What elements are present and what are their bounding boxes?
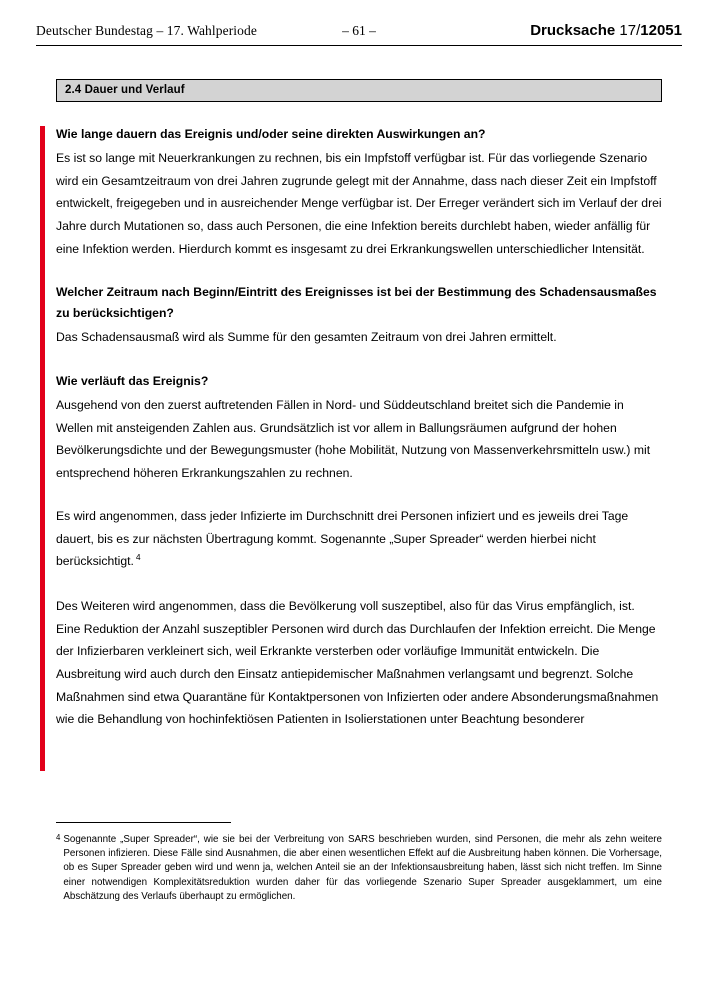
footnote-4 — [56, 833, 662, 904]
qa-block-course — [56, 371, 662, 485]
footnote-area — [56, 822, 662, 904]
answer-duration: Es ist so lange mit Neuerkrankungen zu rechnen, bis ein Impfstoff verfügbar ist. Für das vorliegende Szenario wird ein Gesamtzeitraum von drei Jahren zugrunde gelegt mit der Annahme, dass nach dieser Zeit ein Impfstoff entwickelt, freigegeben und in ausreichender Menge verfügbar ist. Der Erreger verändert sich im Verlauf der drei Jahre durch Mutationen so, dass auch Personen, die eine Infektion bereits durchlebt haben, wieder anfällig für eine Infektion werden. Hierdurch kommt es insgesamt zu drei Erkrankungswellen unterschiedlicher Intensität. — [56, 150, 662, 256]
qa-block-duration — [56, 124, 662, 260]
paragraph-transmission-text: Es wird angenommen, dass jeder Infizierte im Durchschnitt drei Personen infiziert und es jeweils drei Tage dauert, bis es zur nächsten Übertragung kommt. Sogenannte „Super Spreader“ werden hierbei nicht berücksichtigt. — [56, 508, 629, 569]
content-body — [56, 124, 662, 731]
section-title-bar — [56, 79, 662, 102]
drucksache-number: 12051 — [640, 22, 682, 39]
answer-timeframe: Das Schadensausmaß wird als Summe für den gesamten Zeitraum von drei Jahren ermittelt. — [56, 330, 557, 345]
footnote-marker: 4 — [56, 833, 61, 842]
page-header — [36, 22, 682, 46]
footnote-separator — [56, 822, 231, 823]
drucksache-label: Drucksache — [530, 22, 616, 39]
footnote-reference-4: 4 — [135, 552, 141, 563]
page-number: – 61 – — [342, 23, 376, 38]
paragraph-susceptibility — [56, 595, 662, 731]
red-change-bar — [40, 126, 45, 771]
qa-block-timeframe — [56, 282, 662, 349]
paragraph-transmission — [56, 505, 662, 573]
drucksache-number-prefix: 17/ — [619, 22, 641, 39]
answer-course: Ausgehend von den zuerst auftretenden Fällen in Nord- und Süddeutschland breitet sich die Pandemie in Wellen mit ansteigenden Zahlen aus. Grundsätzlich ist vor allem in Ballungsräumen aufgrund der hohen Bevölkerungsdichte und der Bewegungsmuster (hohe Mobilität, Nutzung von Massenverkehrsmitteln usw.) mit entsprechend höheren Erkrankungszahlen zu rechnen. — [56, 398, 651, 481]
question-timeframe: Welcher Zeitraum nach Beginn/Eintritt des Ereignisses ist bei der Bestimmung des Schadensausmaßes zu berücksichtigen? — [56, 285, 657, 321]
drucksache-reference — [530, 22, 682, 39]
footnote-text: Sogenannte „Super Spreader“, wie sie bei der Verbreitung von SARS beschrieben wurden, sind Personen, die mehr als zehn weitere Personen infizieren. Diese Fälle sind Ausnahmen, die aber einen wesentlichen Effekt auf die Ausbreitung haben können. Die Vorhersage, ob es Super Spreader geben wird und wenn ja, welchen Anteil sie an der Infektionsausbreitung haben, lässt sich nicht treffen. Im Sinne einer notwendigen Komplexitätsreduktion wurden daher für das vorliegende Szenario Super Spreader ausgeklammert, um eine Abschätzung des Verlaufs überhaupt zu ermöglichen. — [63, 834, 662, 902]
header-left-text: Deutscher Bundestag – 17. Wahlperiode — [36, 23, 257, 38]
question-course: Wie verläuft das Ereignis? — [56, 374, 209, 389]
question-duration: Wie lange dauern das Ereignis und/oder seine direkten Auswirkungen an? — [56, 127, 486, 141]
paragraph-susceptibility-text: Des Weiteren wird angenommen, dass die Bevölkerung voll suszeptibel, also für das Virus empfänglich, ist. Eine Reduktion der Anzahl suszeptibler Personen wird durch das Durchlaufen der Infektion erreicht. Die Menge der Infizierbaren verkleinert sich, weil Erkrankte versterben oder vorläufige Immunität entwickeln. Die Ausbreitung wird auch durch den Einsatz antiepidemischer Maßnahmen verlangsamt und begrenzt. Solche Maßnahmen sind etwa Quarantäne für Kontaktpersonen von Infizierten oder andere Absonderungsmaßnahmen wie die Behandlung von hochinfektiösen Patienten in Isolierstationen unter Beachtung besonderer — [56, 598, 659, 727]
document-page — [0, 22, 718, 1005]
section-title: 2.4 Dauer und Verlauf — [65, 84, 185, 96]
